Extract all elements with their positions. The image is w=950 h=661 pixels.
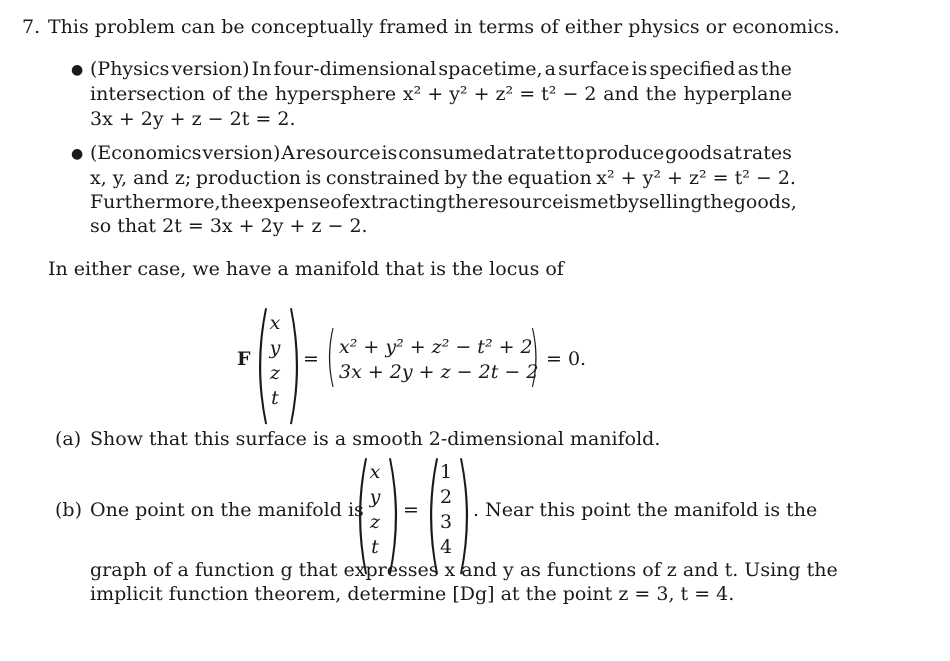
vector-value: 3 [439,511,453,533]
word: the [702,191,734,213]
vector-value: 4 [439,536,453,558]
word: resource [295,142,381,164]
word: rates [742,142,792,164]
word: at [496,142,516,164]
word: goods [665,142,723,164]
part-b-line2: graph of a function g that expresses x and y as functions of z and t. Using the [90,559,838,581]
word: resource [478,191,564,213]
word: (Physics [90,58,170,80]
part-b-line3: implicit function theorem, determine [Dg] at the point z = 3, t = 4. [90,583,735,605]
word: x² + y² + z² = t² − 2. [596,167,796,189]
word: and [603,83,639,105]
word: A [281,142,295,164]
word: is [563,191,580,213]
word: met [579,191,617,213]
point-values [438,460,454,556]
function-component: 3x + 2y + z − 2t − 2 [339,361,539,383]
vector-entry: y [369,486,381,508]
word: Furthermore, [90,191,221,213]
part-a-text: Show that this surface is a smooth 2-dimensional manifold. [90,428,661,450]
part-b-label: (b) [55,499,82,521]
word: In [251,58,272,80]
word: (Economics [90,142,202,164]
word: four-dimensional [273,58,437,80]
word: the [760,58,792,80]
part-a-label: (a) [55,428,82,450]
vector-entry: t [271,387,279,409]
bullet-line [90,214,368,239]
vector-entry: x [269,312,281,334]
word: hyperplane [683,83,792,105]
word: a [544,58,556,80]
word: hypersphere [274,83,397,105]
vector-value: 1 [439,461,453,483]
equals-sign: = [303,348,319,370]
word: 3x + 2y + z − 2t = 2. [90,108,296,130]
vector-entry: x [369,461,381,483]
word: produce [585,142,665,164]
bullet-line [90,57,792,82]
word: by [444,167,468,189]
right-paren: ) [455,436,473,588]
variable-vector [267,311,283,407]
bullet-line [90,82,792,107]
word: so that 2t = 3x + 2y + z − 2. [90,215,368,237]
word: equation [507,167,592,189]
word: by [616,191,640,213]
problem-intro: This problem can be conceptually framed in terms of either physics or economics. [48,16,840,38]
word: x² + y² + z² = t² − 2 [402,83,597,105]
word: to [565,142,585,164]
word: x, y, and z; [90,167,192,189]
word: surface [558,58,630,80]
word: selling [639,191,703,213]
bullet-line [90,166,796,191]
locus-intro: In either case, we have a manifold that is the locus of [48,258,564,280]
vector-entry: t [371,536,379,558]
word: goods, [733,191,797,213]
word: spacetime, [438,58,543,80]
word: as [737,58,759,80]
word: version) [202,142,281,164]
word: specified [649,58,736,80]
right-paren: ) [529,317,540,394]
word: the [237,83,269,105]
word: intersection [90,83,206,105]
right-paren: ) [384,436,402,588]
word: version) [171,58,250,80]
word: at [722,142,742,164]
word: the [471,167,503,189]
bullet-line [90,190,796,215]
vector-entry: y [269,337,281,359]
word: is [305,167,322,189]
word: extracting [348,191,448,213]
vector-value: 2 [439,486,453,508]
word: of [212,83,231,105]
word: t [556,142,565,164]
word: is [381,142,398,164]
left-paren: ( [425,436,443,588]
bullet-line [90,141,792,166]
bullet-line [90,107,295,132]
vector-entry: z [369,511,380,533]
function-component: x² + y² + z² − t² + 2 [339,336,533,358]
word: expense [251,191,331,213]
problem-number: 7. [22,16,41,38]
word: rate [516,142,556,164]
right-paren: ) [285,286,303,438]
word: consumed [398,142,496,164]
word: the [645,83,677,105]
function-symbol: F [237,348,251,370]
bullet-dot: ● [71,62,84,78]
left-paren: ( [354,436,372,588]
equals-sign: = [403,499,419,521]
left-paren: ( [326,317,337,394]
word: the [220,191,252,213]
bullet-dot: ● [71,146,84,162]
equation-rhs: = 0. [546,348,587,370]
part-b-lead: One point on the manifold is [90,499,364,521]
left-paren: ( [254,286,272,438]
part-b-after: . Near this point the manifold is the [473,499,818,521]
vector-entry: z [269,362,280,384]
word: the [447,191,479,213]
point-variables [367,460,383,556]
word: production [195,167,301,189]
word: of [330,191,349,213]
word: constrained [325,167,440,189]
word: is [631,58,648,80]
